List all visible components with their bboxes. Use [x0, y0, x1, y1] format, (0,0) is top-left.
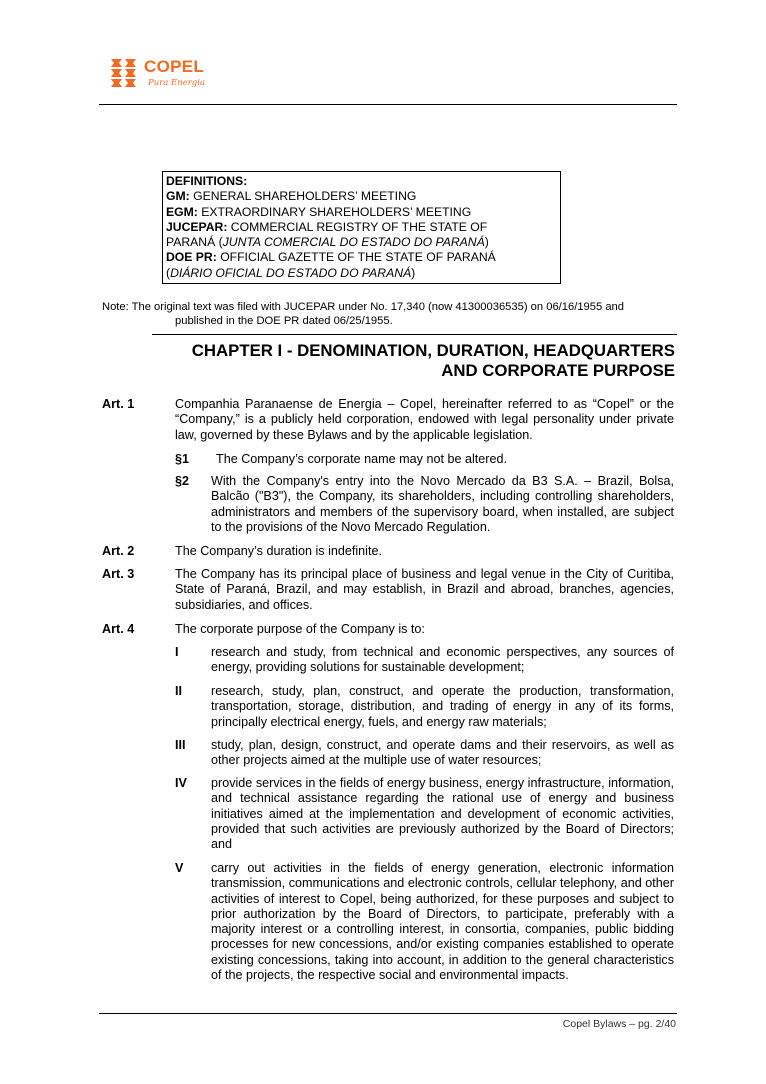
doe-portuguese-name: DIÁRIO OFICIAL DO ESTADO DO PARANÁ — [170, 265, 412, 280]
doe-definition: OFFICIAL GAZETTE OF THE STATE OF PARANÁ — [220, 250, 496, 265]
doe-term: DOE PR: — [166, 250, 217, 265]
art-1-label: Art. 1 — [102, 397, 135, 411]
item-4-text: provide services in the fields of energy business, energy infrastructure, information, and technical assistance regarding the rational use of energy and business initiatives aimed at the implementation and development of economic activities, provided that such activities are previously authorized by the Board of Directors; and — [211, 776, 674, 852]
art-3-label: Art. 3 — [102, 567, 135, 581]
paragraph-2-text: With the Company's entry into the Novo Mercado da B3 S.A. – Brazil, Bolsa, Balcão ("B3"), the Company, its shareholders, including controlling shareholders, administrators and members of the supervisory board, when installed, are subject to the provisions of the Novo Mercado Regulation. — [211, 474, 674, 534]
footer-divider — [99, 1013, 677, 1014]
paragraph-1-text: The Company’s corporate name may not be altered. — [216, 452, 507, 466]
jucepar-portuguese-name: JUNTA COMERCIAL DO ESTADO DO PARANÁ — [222, 235, 485, 250]
art-3-text: The Company has its principal place of business and legal venue in the City of Curitiba, State of Paraná, Brazil, and may establish, in Brazil and abroad, branches, agencies, subsidiaries, and offices. — [175, 567, 674, 612]
art-1-text: Companhia Paranaense de Energia – Copel, hereinafter referred to as “Copel” or the “Company,” is a publicly held corporation, endowed with legal personality under private law, governed by these Bylaws and by the applicable legislation. — [175, 397, 674, 442]
paragraph-2-label: §2 — [175, 474, 190, 488]
paragraph-1-label: §1 — [175, 452, 190, 466]
jucepar-definition-cont: PARANÁ ( — [166, 235, 223, 250]
egm-term: EGM: — [166, 204, 198, 219]
egm-definition: EXTRAORDINARY SHAREHOLDERS’ MEETING — [201, 204, 472, 219]
item-3-text: study, plan, design, construct, and operate dams and their reservoirs, as well as other projects aimed at the multiple use of water resources; — [211, 738, 674, 768]
jucepar-definition: COMMERCIAL REGISTRY OF THE STATE OF — [230, 219, 488, 234]
brand-tagline: Pura Energia — [148, 78, 206, 88]
jucepar-term: JUCEPAR: — [166, 219, 228, 234]
chapter-divider — [152, 334, 677, 335]
jucepar-close-paren: ) — [484, 235, 489, 250]
filing-note — [102, 301, 676, 329]
art-2-text: The Company’s duration is indefinite. — [175, 544, 382, 558]
definitions-title: DEFINITIONS: — [166, 174, 248, 188]
chapter-heading-line2: AND CORPORATE PURPOSE — [441, 361, 675, 380]
page-footer: Copel Bylaws – pg. 2/40 — [562, 1018, 676, 1030]
item-4-number: IV — [175, 776, 187, 790]
gm-term: GM: — [166, 189, 190, 204]
copel-logo-icon — [108, 57, 140, 89]
art-4-label: Art. 4 — [102, 622, 135, 636]
art-2-label: Art. 2 — [102, 544, 135, 558]
item-2-text: research, study, plan, construct, and operate the production, transformation, transportation, storage, distribution, and trading of energy in any of its forms, principally electrical energy, fuels, and energy raw materials; — [211, 684, 674, 729]
brand-name: COPEL — [144, 57, 205, 76]
item-1-text: research and study, from technical and economic perspectives, any sources of energy, providing solutions for sustainable development; — [211, 645, 674, 675]
chapter-heading-line1: CHAPTER I - DENOMINATION, DURATION, HEADQUARTERS — [191, 341, 675, 360]
doe-close-paren: ) — [411, 265, 416, 280]
item-5-text: carry out activities in the fields of energy generation, electronic information transmission, communications and electronic controls, cellular telephony, and other activities of interest to Copel, being authorized, for these purposes and subject to prior authorization by the Board of Directors, to participate, preferably with a majority interest or a controlling interest, in consortia, companies, public bidding processes for new concessions, and/or existing companies established to operate existing concessions, taking into account, in addition to the general characteristics of the projects, the respective social and environmental impacts. — [211, 861, 674, 983]
item-5-number: V — [175, 861, 184, 875]
art-4-text: The corporate purpose of the Company is to: — [175, 622, 425, 636]
definitions-box — [162, 171, 561, 284]
doe-open-paren: ( — [166, 265, 171, 280]
copel-logo — [108, 54, 218, 94]
filing-note-line2: published in the DOE PR dated 06/25/1955. — [175, 314, 393, 327]
item-2-number: II — [175, 684, 182, 698]
header-divider — [99, 104, 677, 105]
item-3-number: III — [175, 738, 186, 752]
gm-definition: GENERAL SHAREHOLDERS’ MEETING — [193, 189, 417, 204]
filing-note-line1: Note: The original text was filed with JUCEPAR under No. 17,340 (now 41300036535) on 06/16/1955 and — [102, 301, 624, 313]
item-1-number: I — [175, 645, 179, 659]
chapter-heading — [152, 341, 675, 381]
